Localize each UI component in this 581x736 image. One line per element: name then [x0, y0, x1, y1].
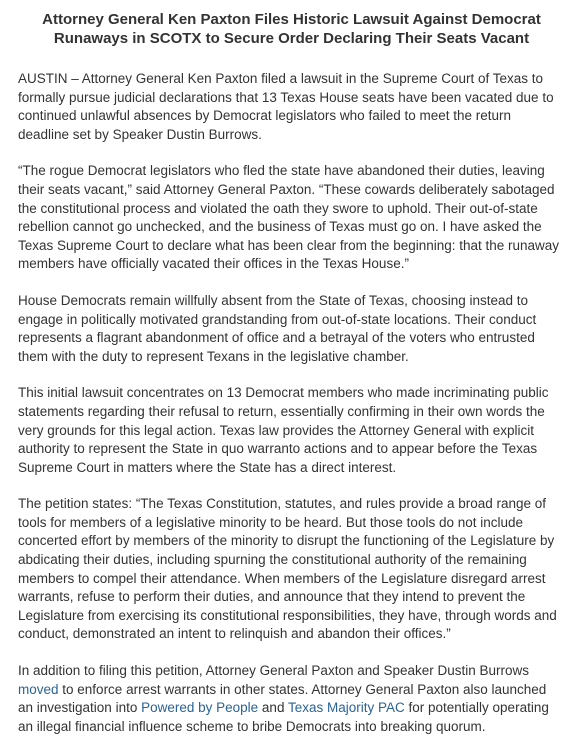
moved-link[interactable]: moved: [18, 681, 59, 697]
paragraph-additional-actions: [18, 662, 565, 736]
paragraph-text-segment: to enforce arrest warrants in other states. Attorney General Paxton also launched an investigation into: [18, 681, 547, 716]
paragraph-house-democrats: House Democrats remain willfully absent from the State of Texas, choosing instead to engage in politically motivated grandstanding from out-of-state locations. Their conduct represents a flagrant abandonment of office and a betrayal of the voters who entrusted them with the duty to represent Texans in the legislative chamber.: [18, 292, 537, 364]
paragraph-intro: AUSTIN – Attorney General Ken Paxton filed a lawsuit in the Supreme Court of Texas to formally pursue judicial declarations that 13 Texas House seats have been vacated due to continued unlawful absences by Democrat legislators who failed to meet the return deadline set by Speaker Dustin Burrows.: [18, 71, 554, 142]
article-headline: Attorney General Ken Paxton Files Historic Lawsuit Against Democrat Runaways in SCOTX to Secure Order Declaring Their Seats Vacant: [42, 11, 541, 47]
paragraph-initial-lawsuit: This initial lawsuit concentrates on 13 Democrat members who made incriminating public statements regarding their refusal to return, essentially confirming in their own words the very grounds for this legal action. Texas law provides the Attorney General with explicit authority to represent the State in quo warranto actions and to appear before the Texas Supreme Court in matters where the State has a direct interest.: [18, 385, 549, 475]
paragraph-paxton-quote: “The rogue Democrat legislators who fled the state have abandoned their duties, leaving their seats vacant,” said Attorney General Paxton. “These cowards deliberately sabotaged the constitutional process and violated the oath they swore to uphold. Their out-of-state rebellion cannot go unchecked, and the business of Texas must go on. I have asked the Texas Supreme Court to declare what has been clear from the beginning: that the runaway members have officially vacated their offices in the Texas House.”: [18, 163, 560, 272]
paragraph-text-segment: and: [258, 700, 288, 716]
paragraph-petition-quote: The petition states: “The Texas Constitution, statutes, and rules provide a broad range of tools for members of a legislative minority to be heard. But those tools do not include concerted effort by members of the minority to disrupt the functioning of the Legislature by abdicating their duties, including spurning the constitutional authority of the remaining members to compel their attendance. When members of the Legislature disregard arrest warrants, refuse to perform their duties, and announce that they intend to prevent the Legislature from exercising its constitutional responsibilities, they have, through words and conduct, demonstrated an intent to relinquish and abandon their offices.”: [18, 496, 557, 642]
paragraph-text-segment: In addition to filing this petition, Attorney General Paxton and Speaker Dustin Burrows: [18, 663, 530, 679]
paragraph-text-segment: for potentially operating an illegal financial influence scheme to bribe Democrats into breaking quorum.: [18, 700, 549, 734]
powered-by-people-link[interactable]: Powered by People: [141, 700, 259, 716]
texas-majority-pac-link[interactable]: Texas Majority PAC: [287, 700, 405, 716]
